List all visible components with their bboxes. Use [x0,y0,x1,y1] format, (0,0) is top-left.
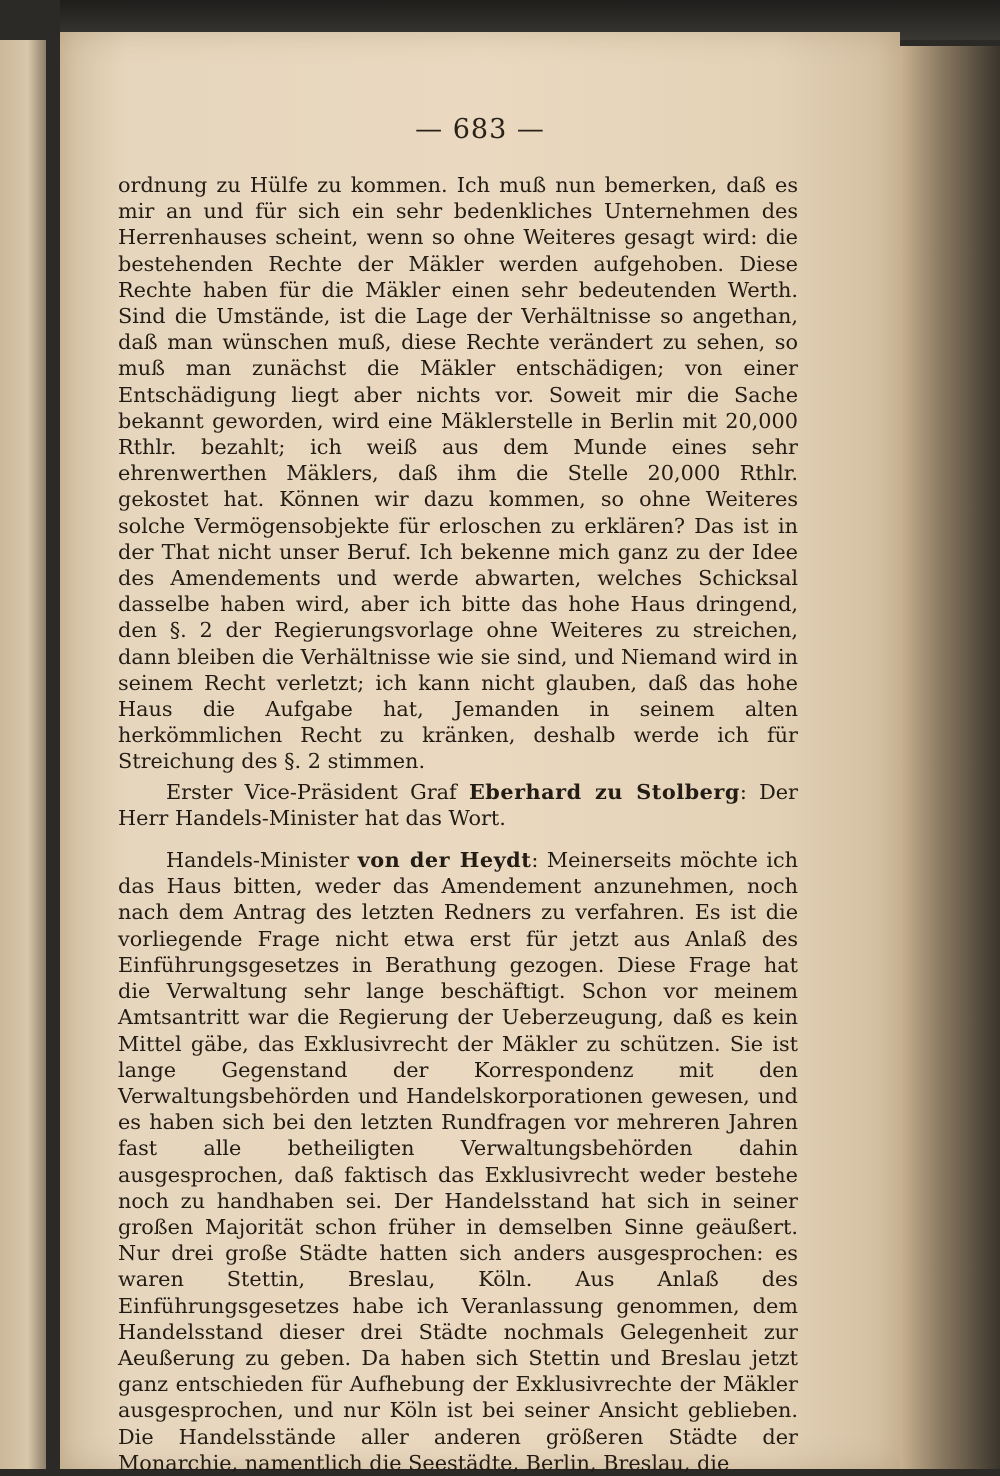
speaker-title: Erster Vice-Präsident Graf [166,779,457,804]
page-text [118,172,798,1476]
book-page [60,32,900,1475]
speaker-name: von der Heydt [357,847,532,873]
president-announcement-paragraph [118,779,798,831]
announcement-text: : Der Herr Handels-Minister hat das Wort. [118,779,798,830]
speech-continuation-paragraph: ordnung zu Hülfe zu kommen. Ich muß nun bemerken, daß es mir an und für sich ein sehr bedenkliches Unternehmen des Herrenhauses scheint, wenn so ohne Weiteres gesagt wird: die bestehenden Rechte der Mäkler werden aufgehoben. Diese Rechte haben für die Mäkler einen sehr bedeutenden Werth. Sind die Umstände, ist die Lage der Verhältnisse so angethan, daß man wünschen muß, diese Rechte verändert zu sehen, so muß man zunächst die Mäkler entschädigen; von einer Entschädigung liegt aber nichts vor. Soweit mir die Sache bekannt geworden, wird eine Mäklerstelle in Berlin mit 20,000 Rthlr. bezahlt; ich weiß aus dem Munde eines sehr ehrenwerthen Mäklers, daß ihm die Stelle 20,000 Rthlr. gekostet hat. Können wir dazu kommen, so ohne Weiteres solche Vermögensobjekte für erloschen zu erklären? Das ist in der That nicht unser Beruf. Ich bekenne mich ganz zu der Idee des Amendements und werde abwarten, welches Schicksal dasselbe haben wird, aber ich bitte das hohe Haus dringend, den §. 2 der Regierungsvorlage ohne Weiteres zu streichen, dann bleiben die Verhältnisse wie sie sind, und Niemand wird in seinem Recht verletzt; ich kann nicht glauben, daß das hohe Haus die Aufgabe hat, Jemanden in seinem alten herkömmlichen Recht zu kränken, deshalb werde ich für Streichung des §. 2 stimmen. [118,173,798,774]
left-page-edge [0,40,46,1469]
page-stack-edge [900,46,1000,1469]
page-number: — 683 — [415,114,545,145]
speaker-title: Handels-Minister [166,848,350,873]
speech-text: : Meinerseits möchte ich das Haus bitten, weder das Amendement anzunehmen, noch nach dem Antrag des letzten Redners zu verfahren. Es ist die vorliegende Frage nicht etwa erst für jetzt aus Anlaß des Einführungsgesetzes in Berathung gezogen. Diese Frage hat die Verwaltung sehr lange beschäftigt. Schon vor meinem Amtsantritt war die Regierung der Ueberzeugung, daß es kein Mittel gäbe, das Exklusivrecht der Mäkler zu schützen. Sie ist lange Gegenstand der Korrespondenz mit den Verwaltungsbehörden und Handelskorporationen gewesen, und es haben sich bei den letzten Rundfragen vor mehreren Jahren fast alle betheiligten Verwaltungsbehörden dahin ausgesprochen, daß faktisch das Exklusivrecht weder bestehe noch zu handhaben sei. Der Handelsstand hat sich in seiner großen Majorität schon früher in demselben Sinne geäußert. Nur drei große Städte hatten sich anders ausgesprochen: es waren Stettin, Breslau, Köln. Aus Anlaß des Einführungsgesetzes habe ich Veranlassung genommen, dem Handelsstand dieser drei Städte nochmals Gelegenheit zur Aeußerung zu geben. Da haben sich Stettin und Breslau jetzt ganz entschieden für Aufhebung der Exklusivrechte der Mäkler ausgesprochen, und nur Köln ist bei seiner Ansicht geblieben. Die Handelsstände aller anderen größeren Städte der Monarchie, namentlich die Seestädte, Berlin, Breslau, die [118,848,798,1475]
minister-speech-paragraph [118,847,798,1476]
speaker-name: Eberhard zu Stolberg [468,778,740,804]
